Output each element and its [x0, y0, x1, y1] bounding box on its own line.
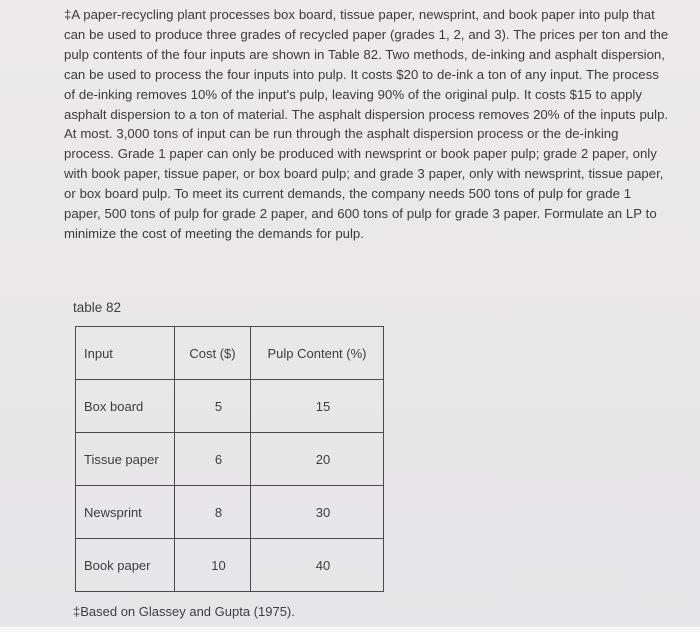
header-pulp-content: Pulp Content (%): [251, 327, 384, 380]
table-row: [76, 433, 384, 486]
table-row: [76, 539, 384, 592]
bottom-edge: [0, 627, 700, 632]
table-caption: table 82: [73, 300, 122, 315]
cell-cost: 8: [175, 486, 251, 539]
header-cost: Cost ($): [175, 327, 251, 380]
cell-pulp: 40: [251, 539, 384, 592]
table-row: [76, 380, 384, 433]
cell-input: Tissue paper: [76, 433, 175, 486]
cell-pulp: 30: [251, 486, 384, 539]
footnote: ‡Based on Glassey and Gupta (1975).: [73, 604, 295, 619]
table-row: [76, 486, 384, 539]
cell-input: Box board: [76, 380, 175, 433]
cell-input: Book paper: [76, 539, 175, 592]
cell-pulp: 20: [251, 433, 384, 486]
cell-input: Newsprint: [76, 486, 175, 539]
cell-cost: 6: [175, 433, 251, 486]
problem-statement: ‡A paper-recycling plant processes box board, tissue paper, newsprint, and book paper into pulp that can be used to produce three grades of recycled paper (grades 1, 2, and 3). The prices per ton and the pulp contents of the four inputs are shown in Table 82. Two methods, de-inking and asphalt dispersion, can be used to process the four inputs into pulp. It costs $20 to de-ink a ton of any input. The process of de-inking removes 10% of the input's pulp, leaving 90% of the original pulp. It costs $15 to apply asphalt dispersion to a ton of material. The asphalt dispersion process removes 20% of the inputs pulp. At most. 3,000 tons of input can be run through the asphalt dispersion process or the de-inking process. Grade 1 paper can only be produced with newsprint or book paper pulp; grade 2 paper, only with book paper, tissue paper, or box board pulp; and grade 3 paper, only with newsprint, tissue paper, or box board pulp. To meet its current demands, the company needs 500 tons of pulp for grade 1 paper, 500 tons of pulp for grade 2 paper, and 600 tons of pulp for grade 3 paper. Formulate an LP to minimize the cost of meeting the demands for pulp.: [64, 7, 669, 241]
inputs-table: [75, 326, 384, 592]
header-input: Input: [76, 327, 175, 380]
cell-cost: 10: [175, 539, 251, 592]
cell-pulp: 15: [251, 380, 384, 433]
cell-cost: 5: [175, 380, 251, 433]
table-header-row: [76, 327, 384, 380]
